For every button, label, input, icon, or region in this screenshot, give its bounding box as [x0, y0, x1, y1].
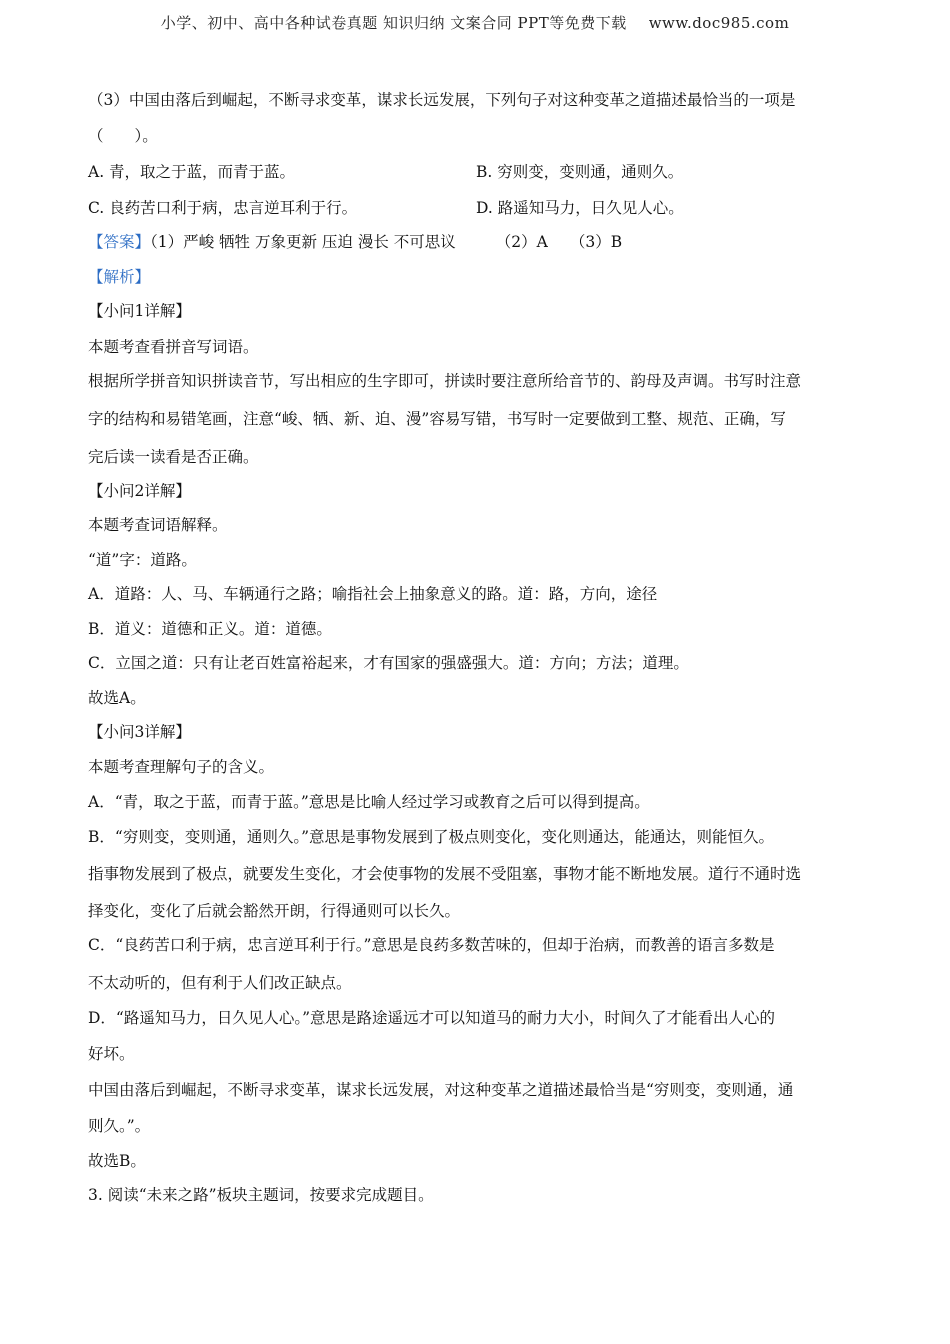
sub3-line2: A．“青，取之于蓝，而青于蓝。”意思是比喻人经过学习或教育之后可以得到提高。 [88, 793, 650, 811]
answer-part2: （2）A [495, 233, 548, 251]
q3-stem-line2: （ ）。 [88, 127, 158, 145]
q3-stem-line1: （3）中国由落后到崛起，不断寻求变革，谋求长远发展，下列句子对这种变革之道描述最恰当的一项是 [88, 91, 796, 109]
sub3-title: 【小问3详解】 [88, 723, 191, 741]
sub3-line10: 中国由落后到崛起，不断寻求变革，谋求长远发展，对这种变革之道描述最恰当是“穷则变，变则通，通 [88, 1081, 794, 1099]
answer-label: 【答案】 [88, 233, 151, 251]
sub1-title: 【小问1详解】 [88, 302, 191, 320]
answer-part3: （3）B [569, 233, 623, 251]
header-site-link[interactable]: www.doc985.com [648, 14, 790, 32]
sub2-line6: 故选A。 [88, 689, 146, 707]
sub3-line6: C．“良药苦口利于病，忠言逆耳利于行。”意思是良药多数苦味的，但却于治病，而教善的语言多数是 [88, 936, 775, 954]
sub3-line1: 本题考查理解句子的含义。 [88, 758, 275, 776]
sub3-line4: 指事物发展到了极点，就要发生变化，才会使事物的发展不受阻塞，事物才能不断地发展。道行不通时选 [88, 865, 802, 883]
sub1-line4: 完后读一读看是否正确。 [88, 448, 259, 466]
analysis-label: 【解析】 [88, 268, 151, 286]
sub2-line3: A．道路：人、马、车辆通行之路；喻指社会上抽象意义的路。道：路，方向，途径 [88, 585, 658, 603]
answer-line [88, 232, 622, 252]
question-4-stem: 3. 阅读“未来之路”板块主题词，按要求完成题目。 [88, 1186, 434, 1204]
sub3-line12: 故选B。 [88, 1152, 146, 1170]
sub1-line1: 本题考查看拼音写词语。 [88, 338, 259, 356]
page-header [0, 12, 950, 33]
sub2-title: 【小问2详解】 [88, 482, 191, 500]
sub3-line5: 择变化，变化了后就会豁然开朗，行得通则可以长久。 [88, 902, 461, 920]
sub2-line4: B．道义：道德和正义。道：道德。 [88, 620, 332, 638]
answer-part1: （1）严峻 牺牲 万象更新 压迫 漫长 不可思议 [150, 233, 456, 251]
sub2-line2: “道”字：道路。 [88, 551, 197, 569]
sub3-line3: B．“穷则变，变则通，通则久。”意思是事物发展到了极点则变化，变化则通达，能通达，则能恒久。 [88, 828, 774, 846]
sub3-line8: D．“路遥知马力，日久见人心。”意思是路途遥远才可以知道马的耐力大小，时间久了才能看出人心的 [88, 1009, 776, 1027]
sub3-line9: 好坏。 [88, 1045, 135, 1063]
sub3-line7: 不太动听的，但有利于人们改正缺点。 [88, 974, 352, 992]
sub1-line2: 根据所学拼音知识拼读音节，写出相应的生字即可，拼读时要注意所给音节的、韵母及声调。书写时注意 [88, 372, 802, 390]
q3-option-a: A. 青，取之于蓝，而青于蓝。 [88, 163, 296, 181]
q3-option-d: D. 路遥知马力，日久见人心。 [476, 199, 684, 217]
q3-option-c: C. 良药苦口利于病，忠言逆耳利于行。 [88, 199, 358, 217]
sub2-line5: C．立国之道：只有让老百姓富裕起来，才有国家的强盛强大。道：方向；方法；道理。 [88, 654, 689, 672]
sub1-line3: 字的结构和易错笔画，注意“峻、牺、新、迫、漫”容易写错，书写时一定要做到工整、规范、正确，写 [88, 410, 786, 428]
header-text: 小学、初中、高中各种试卷真题 知识归纳 文案合同 PPT等免费下载 [160, 14, 627, 32]
q3-option-b: B. 穷则变，变则通，通则久。 [476, 163, 684, 181]
sub3-line11: 则久。”。 [88, 1117, 151, 1135]
sub2-line1: 本题考查词语解释。 [88, 516, 228, 534]
